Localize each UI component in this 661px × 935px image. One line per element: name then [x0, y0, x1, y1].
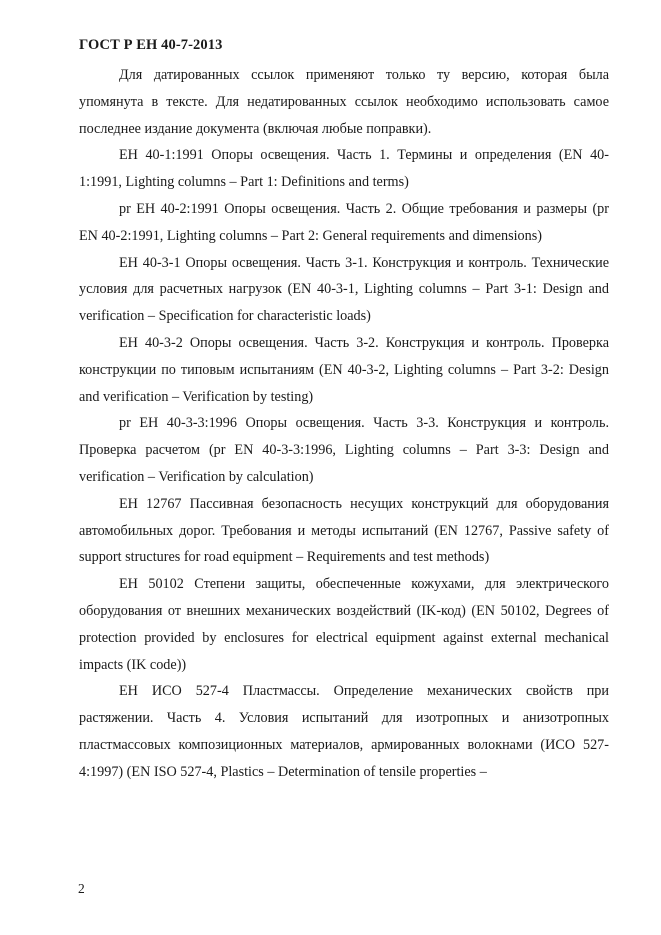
paragraph-intro: Для датированных ссылок применяют только ту версию, которая была упомянута в тексте. Для недатированных ссылок необходимо использовать самое последнее издание документа (включая любые поправки). [79, 67, 609, 137]
reference-en-40-1: ЕН 40-1:1991 Опоры освещения. Часть 1. Термины и определения (EN 40-1:1991, Lighting columns – Part 1: Definitions and terms) [79, 147, 609, 191]
reference-en-40-3-2: ЕН 40-3-2 Опоры освещения. Часть 3-2. Конструкция и контроль. Проверка конструкции по типовым испытаниям (EN 40-3-2, Lighting columns – Part 3-2: Design and verification – Verification by testing) [79, 334, 609, 405]
document-body [79, 62, 609, 786]
document-header: ГОСТ Р ЕН 40-7-2013 [79, 37, 223, 53]
reference-en-iso-527-4: ЕН ИСО 527-4 Пластмассы. Определение механических свойств при растяжении. Часть 4. Условия испытаний для изотропных и анизотропных пластмассовых композиционных материалов, армированных волокнами (ИСО 527-4:1997) (EN ISO 527-4, Plastics – Determination of tensile properties – [79, 683, 609, 780]
reference-en-40-3-1: ЕН 40-3-1 Опоры освещения. Часть 3-1. Конструкция и контроль. Технические условия для расчетных нагрузок (EN 40-3-1, Lighting columns – Part 3-1: Design and verification – Specification for characteristic loads) [79, 254, 609, 325]
reference-en-50102: ЕН 50102 Степени защиты, обеспеченные кожухами, для электрического оборудования от внешних механических воздействий (IK-код) (EN 50102, Degrees of protection provided by enclosures for electrical equipment against external mechanical impacts (IK code)) [79, 576, 609, 673]
reference-en-40-2: pr ЕН 40-2:1991 Опоры освещения. Часть 2. Общие требования и размеры (pr EN 40-2:1991, Lighting columns – Part 2: General requirements and dimensions) [79, 200, 609, 244]
reference-en-12767: ЕН 12767 Пассивная безопасность несущих конструкций для оборудования автомобильных дорог. Требования и методы испытаний (EN 12767, Passive safety of support structures for road equipment – Requirements and test methods) [79, 495, 609, 566]
page-number: 2 [78, 881, 85, 896]
reference-en-40-3-3: pr ЕН 40-3-3:1996 Опоры освещения. Часть 3-3. Конструкция и контроль. Проверка расчетом (pr EN 40-3-3:1996, Lighting columns – Part 3-3: Design and verification – Verification by calculation) [79, 415, 609, 485]
